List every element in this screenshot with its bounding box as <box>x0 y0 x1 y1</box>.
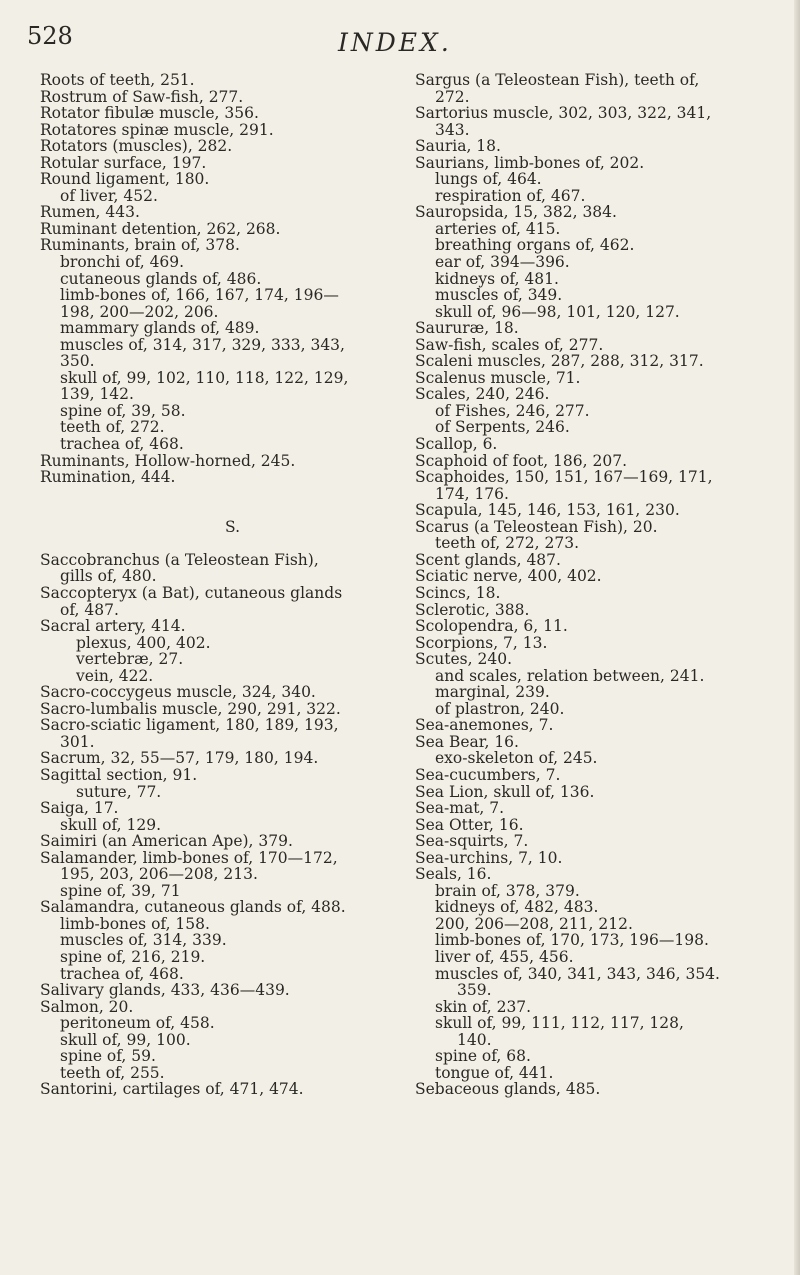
index-entry: Saimiri (an American Ape), 379. <box>40 832 293 851</box>
index-subentry: skin of, 237. <box>435 997 532 1016</box>
index-entry: Sagittal section, 91. <box>40 765 198 784</box>
index-entry: Saurians, limb-bones of, 202. <box>415 153 645 172</box>
index-subentry: spine of, 39, 58. <box>60 401 186 420</box>
index-entry: Sartorius muscle, 302, 303, 322, 341, <box>415 104 712 123</box>
spacer <box>40 535 385 552</box>
index-subentry: mammary glands of, 489. <box>60 319 260 338</box>
index-subentry: spine of, 216, 219. <box>60 947 206 966</box>
index-subentry: brain of, 378, 379. <box>435 881 580 900</box>
index-subentry: 350. <box>60 352 95 371</box>
index-subentry: arteries of, 415. <box>435 219 561 238</box>
index-subentry: spine of, 68. <box>435 1047 531 1066</box>
index-entry: Rumination, 444. <box>40 468 176 487</box>
index-subentry: muscles of, 314, 339. <box>60 931 227 950</box>
index-subentry: 139, 142. <box>60 385 134 404</box>
index-entry: Scarus (a Teleostean Fish), 20. <box>415 517 658 536</box>
index-entry: Scutes, 240. <box>415 650 513 669</box>
index-entry: Sacrum, 32, 55—57, 179, 180, 194. <box>40 749 319 768</box>
index-subentry: teeth of, 255. <box>60 1063 165 1082</box>
index-entry: Sclerotic, 388. <box>415 600 530 619</box>
index-subentry: gills of, 480. <box>60 567 157 586</box>
index-subentry: spine of, 39, 71 <box>60 881 181 900</box>
index-entry: Sacro-lumbalis muscle, 290, 291, 322. <box>40 699 341 718</box>
index-subentry: ear of, 394—396. <box>435 253 570 272</box>
spacer <box>40 486 385 503</box>
index-entry: Rostrum of Saw-fish, 277. <box>40 87 244 106</box>
index-entry: Saiga, 17. <box>40 799 119 818</box>
index-subentry: 359. <box>457 981 492 1000</box>
index-subentry: skull of, 96—98, 101, 120, 127. <box>435 302 680 321</box>
index-entry: Sea-cucumbers, 7. <box>415 765 561 784</box>
index-subentry: 198, 200—202, 206. <box>60 302 219 321</box>
index-subentry: skull of, 99, 111, 112, 117, 128, <box>435 1014 684 1033</box>
index-entry: Scolopendra, 6, 11. <box>415 617 568 636</box>
index-subentry: limb-bones of, 158. <box>60 914 210 933</box>
index-subentry: muscles of, 349. <box>435 286 563 305</box>
index-entry: Ruminant detention, 262, 268. <box>40 219 281 238</box>
index-entry: Ruminants, Hollow-horned, 245. <box>40 451 296 470</box>
index-subentry: of Serpents, 246. <box>435 418 570 437</box>
index-entry: Sargus (a Teleostean Fish), teeth of, <box>415 71 700 89</box>
index-entry: Sea Otter, 16. <box>415 815 524 834</box>
index-subentry: lungs of, 464. <box>435 170 542 189</box>
index-entry: Saccobranchus (a Teleostean Fish), <box>40 550 319 569</box>
index-entry: Rotators (muscles), 282. <box>40 137 233 156</box>
index-subentry: suture, 77. <box>76 782 162 801</box>
page-edge-shadow <box>794 0 800 1275</box>
index-subentry: 174, 176. <box>435 484 509 503</box>
index-entry: Scaphoid of foot, 186, 207. <box>415 451 628 470</box>
index-entry: Scent glands, 487. <box>415 550 561 569</box>
index-subentry: 140. <box>457 1030 492 1049</box>
index-subentry: tongue of, 441. <box>435 1063 554 1082</box>
index-entry: Rotatores spinæ muscle, 291. <box>40 120 274 139</box>
index-subentry: limb-bones of, 166, 167, 174, 196— <box>60 286 339 305</box>
index-entry: Salivary glands, 433, 436—439. <box>40 981 290 1000</box>
index-subentry: 343. <box>435 120 470 139</box>
index-entry: Scaleni muscles, 287, 288, 312, 317. <box>415 352 704 371</box>
index-entry: Saccopteryx (a Bat), cutaneous glands <box>40 583 343 602</box>
index-subentry: 301. <box>60 732 95 751</box>
index-entry: Sacro-sciatic ligament, 180, 189, 193, <box>40 716 339 735</box>
section-letter: S. <box>225 517 240 536</box>
index-subentry: liver of, 455, 456. <box>435 947 574 966</box>
index-subentry: breathing organs of, 462. <box>435 236 635 255</box>
index-subentry: muscles of, 314, 317, 329, 333, 343, <box>60 335 345 354</box>
index-entry: Scincs, 18. <box>415 583 501 602</box>
index-entry: Scalenus muscle, 71. <box>415 368 581 387</box>
index-entry: Rotator fibulæ muscle, 356. <box>40 104 259 123</box>
index-subentry: 195, 203, 206—208, 213. <box>60 865 258 884</box>
index-subentry: skull of, 99, 100. <box>60 1030 191 1049</box>
index-subentry: trachea of, 468. <box>60 964 184 983</box>
index-entry: Sea Lion, skull of, 136. <box>415 782 595 801</box>
index-subentry: vein, 422. <box>76 666 154 685</box>
index-entry: Saw-fish, scales of, 277. <box>415 335 604 354</box>
index-entry: Scorpions, 7, 13. <box>415 633 548 652</box>
index-entry: Scapula, 145, 146, 153, 161, 230. <box>415 501 680 520</box>
right-column <box>415 72 785 1098</box>
index-entry: Sauropsida, 15, 382, 384. <box>415 203 617 222</box>
index-entry: Scaphoides, 150, 151, 167—169, 171, <box>415 468 713 487</box>
index-entry: Scallop, 6. <box>415 435 498 454</box>
index-subentry: peritoneum of, 458. <box>60 1014 215 1033</box>
index-entry: Rumen, 443. <box>40 203 140 222</box>
index-subentry: vertebræ, 27. <box>76 650 184 669</box>
index-entry: Sciatic nerve, 400, 402. <box>415 567 602 586</box>
index-entry: Sauria, 18. <box>415 137 501 156</box>
index-subentry: of Fishes, 246, 277. <box>435 401 590 420</box>
index-entry: Ruminants, brain of, 378. <box>40 236 240 255</box>
index-entry: Sacral artery, 414. <box>40 617 186 636</box>
index-subentry: teeth of, 272, 273. <box>435 534 580 553</box>
index-subentry: cutaneous glands of, 486. <box>60 269 262 288</box>
index-subentry: teeth of, 272. <box>60 418 165 437</box>
index-entry: Saururæ, 18. <box>415 319 519 338</box>
index-subentry: bronchi of, 469. <box>60 253 185 272</box>
index-subentry: kidneys of, 482, 483. <box>435 898 599 917</box>
index-entry: Sea-mat, 7. <box>415 799 505 818</box>
index-entry: Sea-urchins, 7, 10. <box>415 848 563 867</box>
index-entry: Scales, 240, 246. <box>415 385 550 404</box>
index-subentry: muscles of, 340, 341, 343, 346, 354. <box>435 964 720 983</box>
index-entry: Salmon, 20. <box>40 997 134 1016</box>
index-subentry: of plastron, 240. <box>435 699 565 718</box>
running-head: INDEX. <box>338 28 452 57</box>
index-entry: Salamander, limb-bones of, 170—172, <box>40 848 338 867</box>
index-entry: Roots of teeth, 251. <box>40 71 195 89</box>
index-subentry: 272. <box>435 87 470 106</box>
index-entry: Rotular surface, 197. <box>40 153 207 172</box>
index-entry: Sacro-coccygeus muscle, 324, 340. <box>40 683 316 702</box>
index-subentry: plexus, 400, 402. <box>76 633 211 652</box>
index-entry: Sea Bear, 16. <box>415 732 519 751</box>
index-subentry: exo-skeleton of, 245. <box>435 749 598 768</box>
index-subentry: of, 487. <box>60 600 119 619</box>
index-entry: Seals, 16. <box>415 865 492 884</box>
index-entry: Sebaceous glands, 485. <box>415 1080 601 1099</box>
index-entry: Salamandra, cutaneous glands of, 488. <box>40 898 346 917</box>
spacer <box>40 502 385 519</box>
index-subentry: of liver, 452. <box>60 186 158 205</box>
index-subentry: skull of, 99, 102, 110, 118, 122, 129, <box>60 368 349 387</box>
index-subentry: marginal, 239. <box>435 683 550 702</box>
index-subentry: skull of, 129. <box>60 815 162 834</box>
page-number: 528 <box>27 22 73 50</box>
index-subentry: kidneys of, 481. <box>435 269 559 288</box>
index-entry: Round ligament, 180. <box>40 170 210 189</box>
left-column <box>40 72 385 1098</box>
index-subentry: 200, 206—208, 211, 212. <box>435 914 633 933</box>
index-subentry: spine of, 59. <box>60 1047 156 1066</box>
index-subentry: and scales, relation between, 241. <box>435 666 705 685</box>
index-entry: Santorini, cartilages of, 471, 474. <box>40 1080 304 1099</box>
index-subentry: trachea of, 468. <box>60 435 184 454</box>
index-subentry: respiration of, 467. <box>435 186 586 205</box>
index-entry: Sea-squirts, 7. <box>415 832 529 851</box>
index-subentry: limb-bones of, 170, 173, 196—198. <box>435 931 709 950</box>
index-entry: Sea-anemones, 7. <box>415 716 554 735</box>
